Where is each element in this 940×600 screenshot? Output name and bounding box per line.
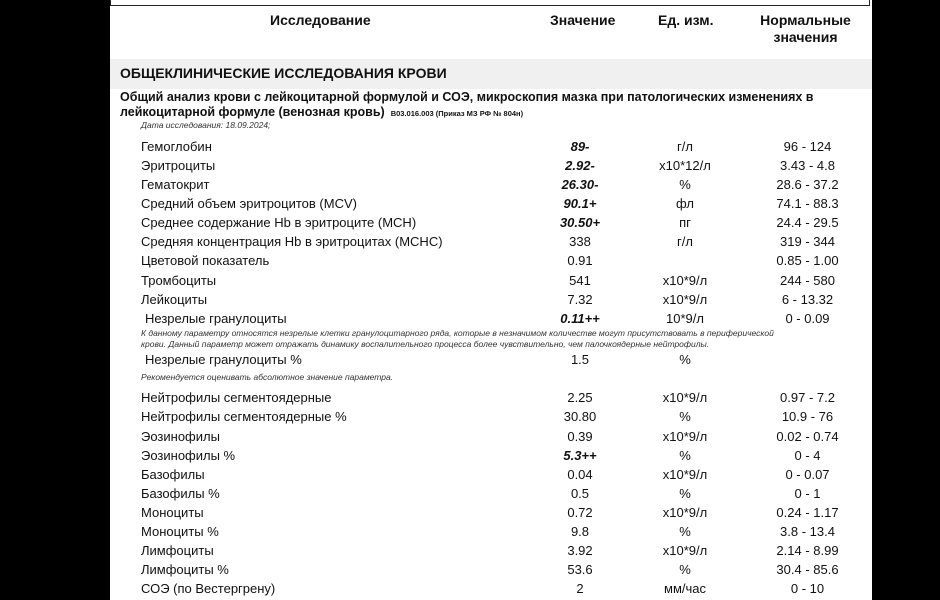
test-name: Лейкоциты <box>141 292 208 307</box>
analysis-title-line2: лейкоцитарной формуле (венозная кровь) <box>120 105 385 119</box>
test-norm: 0.97 - 7.2 <box>780 390 835 405</box>
test-unit: x10*9/л <box>662 429 708 444</box>
test-value: 2.25 <box>567 390 593 405</box>
test-value: 0.72 <box>567 505 593 520</box>
test-name: Лимфоциты % <box>141 562 229 577</box>
test-name: Средний объем эритроцитов (MCV) <box>141 196 357 211</box>
table-row <box>110 137 872 156</box>
column-header-norm <box>748 12 863 46</box>
table-row <box>110 232 872 251</box>
test-norm: 0.24 - 1.17 <box>776 505 839 520</box>
test-unit: % <box>679 352 691 367</box>
column-header-value: Значение <box>550 12 616 28</box>
test-norm: 0.02 - 0.74 <box>776 429 839 444</box>
test-name: Лимфоциты <box>141 543 214 558</box>
test-value: 0.39 <box>567 429 593 444</box>
test-value: 30.80 <box>563 409 597 424</box>
test-norm: 2.14 - 8.99 <box>776 543 839 558</box>
table-row <box>110 290 872 309</box>
test-unit: % <box>679 409 691 424</box>
test-name: Цветовой показатель <box>141 253 270 268</box>
test-name: СОЭ (по Вестергрену) <box>141 581 276 596</box>
test-value: 89- <box>570 139 590 154</box>
column-header-norm-line1: Нормальные <box>760 12 851 28</box>
table-row <box>110 271 872 290</box>
test-unit: мм/час <box>664 581 706 596</box>
test-norm: 319 - 344 <box>780 234 835 249</box>
test-value: 5.3++ <box>563 448 597 463</box>
table-row <box>110 484 872 503</box>
test-name: Эозинофилы <box>141 429 220 444</box>
test-unit: % <box>679 486 691 501</box>
column-header-unit: Ед. изм. <box>658 12 714 28</box>
lab-report-page <box>110 0 872 600</box>
test-value: 2.92- <box>565 158 595 173</box>
test-value: 0.91 <box>567 253 593 268</box>
test-norm: 24.4 - 29.5 <box>776 215 839 230</box>
immature-granulocytes-note <box>141 328 871 350</box>
test-unit: % <box>679 562 691 577</box>
test-name: Базофилы % <box>141 486 220 501</box>
table-row <box>110 446 872 465</box>
test-name: Средняя концентрация Hb в эритроцитах (MCHC) <box>141 234 443 249</box>
test-value: 2 <box>576 581 584 596</box>
analysis-date: Дата исследования: 18.09.2024; <box>141 120 271 130</box>
test-value: 1.5 <box>570 352 590 367</box>
test-norm: 0 - 1 <box>794 486 821 501</box>
table-row <box>110 309 872 328</box>
test-norm: 244 - 580 <box>780 273 835 288</box>
percent-note: Рекомендуется оценивать абсолютное значение параметра. <box>141 372 394 382</box>
test-unit: x10*9/л <box>662 467 708 482</box>
table-row <box>110 156 872 175</box>
immature-note-line2: крови. Данный параметр может отражать динамику воспалительного процесса более чувствительно, чем палочкоядерные нейтрофилы. <box>141 339 710 349</box>
test-name: Гематокрит <box>141 177 210 192</box>
analysis-title-line2-wrap <box>120 105 872 121</box>
test-name: Моноциты <box>141 505 204 520</box>
test-unit: % <box>679 448 691 463</box>
analysis-code: B03.016.003 (Приказ МЗ РФ № 804н) <box>390 109 524 118</box>
test-unit: x10*9/л <box>662 543 708 558</box>
test-unit: фл <box>676 196 694 211</box>
table-row <box>110 388 872 407</box>
test-value: 26.30- <box>561 177 599 192</box>
test-norm: 0 - 0.07 <box>785 467 830 482</box>
test-norm: 30.4 - 85.6 <box>776 562 839 577</box>
test-unit: % <box>679 524 691 539</box>
test-norm: 0 - 0.09 <box>785 311 830 326</box>
test-unit: г/л <box>677 234 693 249</box>
test-unit: x10*9/л <box>662 505 708 520</box>
table-row <box>110 427 872 446</box>
test-name: Гемоглобин <box>141 139 212 154</box>
test-norm: 3.43 - 4.8 <box>780 158 835 173</box>
test-unit: г/л <box>677 139 693 154</box>
section-title: ОБЩЕКЛИНИЧЕСКИЕ ИССЛЕДОВАНИЯ КРОВИ <box>120 65 447 81</box>
test-name: Среднее содержание Hb в эритроците (MCH) <box>141 215 417 230</box>
section-header <box>110 59 872 89</box>
test-value: 0.5 <box>570 486 590 501</box>
test-norm: 28.6 - 37.2 <box>776 177 839 192</box>
test-value: 53.6 <box>567 562 593 577</box>
test-unit: x10*9/л <box>662 273 708 288</box>
table-row <box>110 251 872 270</box>
test-name: Нейтрофилы сегментоядерные <box>141 390 332 405</box>
table-row <box>110 522 872 541</box>
test-value: 90.1+ <box>563 196 597 211</box>
column-header-norm-line2: значения <box>773 29 838 45</box>
test-norm: 74.1 - 88.3 <box>776 196 839 211</box>
table-row <box>110 175 872 194</box>
column-header-test: Исследование <box>270 12 371 28</box>
test-value: 0.04 <box>567 467 593 482</box>
test-unit: x10*9/л <box>662 292 708 307</box>
test-value: 9.8 <box>570 524 590 539</box>
test-unit: пг <box>679 215 691 230</box>
test-name: Незрелые гранулоциты <box>145 311 287 326</box>
test-name: Базофилы <box>141 467 205 482</box>
test-norm: 6 - 13.32 <box>781 292 834 307</box>
test-value: 7.32 <box>567 292 593 307</box>
table-row <box>110 213 872 232</box>
analysis-title <box>120 90 872 121</box>
test-name: Моноциты % <box>141 524 219 539</box>
test-norm: 10.9 - 76 <box>781 409 834 424</box>
test-value: 541 <box>569 273 591 288</box>
test-unit: x10*12/л <box>659 158 711 173</box>
immature-note-line1: К данному параметру относятся незрелые клетки гранулоцитарного ряда, которые в незначимом количестве могут присутствовать в периферической <box>141 328 774 338</box>
table-row <box>110 579 872 598</box>
test-norm: 0 - 10 <box>790 581 825 596</box>
test-norm: 3.8 - 13.4 <box>780 524 835 539</box>
test-name: Нейтрофилы сегментоядерные % <box>141 409 347 424</box>
test-norm: 0 - 4 <box>794 448 821 463</box>
test-name: Эозинофилы % <box>141 448 236 463</box>
table-row <box>110 503 872 522</box>
test-norm: 0.85 - 1.00 <box>776 253 839 268</box>
test-unit: 10*9/л <box>666 311 704 326</box>
test-name: Эритроциты <box>141 158 216 173</box>
test-name: Незрелые гранулоциты % <box>145 352 302 367</box>
table-row <box>110 465 872 484</box>
test-unit: x10*9/л <box>662 390 708 405</box>
test-name: Тромбоциты <box>141 273 217 288</box>
analysis-title-line1: Общий анализ крови с лейкоцитарной формулой и СОЭ, микроскопия мазка при патологических изменениях в <box>120 90 814 104</box>
table-row <box>110 194 872 213</box>
table-row <box>110 541 872 560</box>
test-value: 338 <box>569 234 591 249</box>
test-unit: % <box>679 177 691 192</box>
table-row <box>110 350 872 369</box>
top-frame <box>110 0 870 6</box>
test-norm: 96 - 124 <box>783 139 832 154</box>
test-value: 3.92 <box>567 543 593 558</box>
test-value: 30.50+ <box>559 215 601 230</box>
table-row <box>110 407 872 426</box>
test-value: 0.11++ <box>560 311 600 326</box>
table-row <box>110 560 872 579</box>
